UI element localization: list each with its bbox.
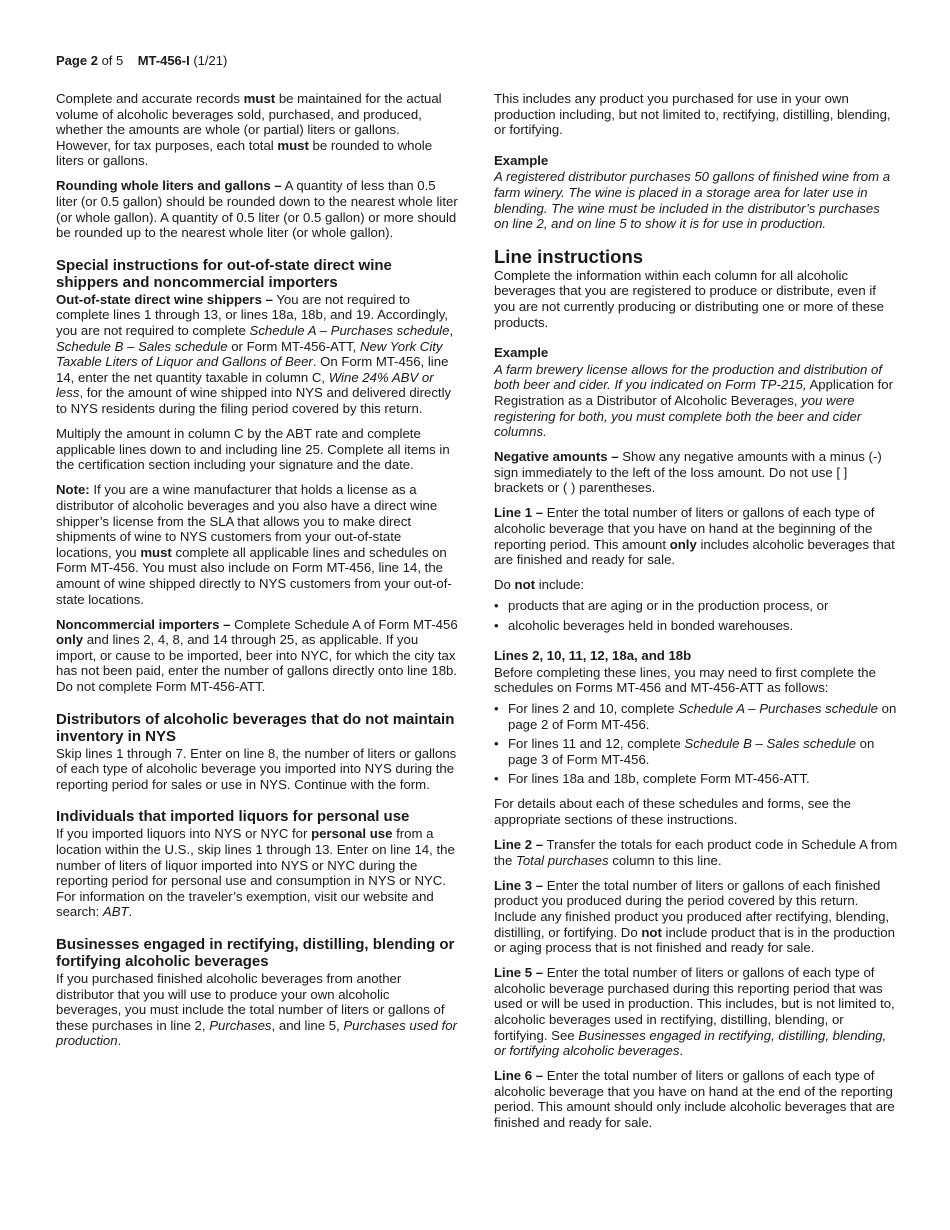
multiply-paragraph: Multiply the amount in column C by the ABT rate and complete applicable lines down to and including line 25. Complete all items in the certification section including your signature and the date. — [56, 426, 450, 473]
schedules-list — [494, 701, 898, 787]
form-id: MT-456-I — [137, 53, 190, 68]
right-column — [494, 91, 898, 1140]
noncommercial-importers-paragraph: Noncommercial importers – Complete Schedule A of Form MT-456 only and lines 2, 4, 8, and 14 through 25, as applicable. If you import, or cause to be imported, beer into NYC, for which the city tax has not been paid, enter the number of gallons directly onto line 18b. Do not complete Form MT-456-ATT. — [56, 616, 458, 694]
list-item: • For lines 11 and 12, complete Schedule B – Sales schedule on page 3 of Form MT-456. — [494, 736, 898, 767]
lines-heading: Lines 2, 10, 11, 12, 18a, and 18b — [494, 648, 692, 664]
details-paragraph: For details about each of these schedules and forms, see the appropriate sections of these instructions. — [494, 796, 852, 827]
form-revision: (1/21) — [193, 53, 228, 68]
businesses-paragraph: If you purchased finished alcoholic beverages from another distributor that you will use to produce your own alcoholic beverages, you must include the total number of liters or gallons of these purchases in line 2, Purchases, and line 5, Purchases used for production. — [56, 970, 458, 1049]
page-number: 2 — [90, 53, 98, 68]
line6-paragraph: Line 6 – Enter the total number of liters or gallons of each type of alcoholic beverage that you have on hand at the end of the reporting period. This amount should only include alcoholic beverages that are finished and ready for sale. — [494, 1068, 895, 1131]
example-paragraph-2: A farm brewery license allows for the production and distribution of both beer and cider. If you indicated on Form TP-215, Application for Registration as a Distributor of Alcoholic Beverages, you were registering for both, you must complete both the beer and cider columns. — [494, 361, 894, 440]
line-instructions-heading: Line instructions — [494, 245, 644, 267]
page-header — [56, 53, 227, 69]
list-item: • alcoholic beverages held in bonded warehouses. — [494, 618, 898, 634]
page-label: Page — [56, 53, 88, 68]
example-heading-2: Example — [494, 345, 549, 361]
individuals-heading: Individuals that imported liquors for personal use — [56, 808, 410, 826]
line2-paragraph: Line 2 – Transfer the totals for each product code in Schedule A from the Total purchases column to this line. — [494, 837, 898, 868]
businesses-heading: Businesses engaged in rectifying, distilling, blending or fortifying alcoholic beverages — [56, 935, 455, 970]
oos-shippers-paragraph: Out-of-state direct wine shippers – You are not required to complete lines 1 through 13, or lines 18a, 18b, and 19. Accordingly, you are not required to complete Schedule A – Purchases schedule, Schedule B – Sales schedule or Form MT-456-ATT, New York City Taxable Liters of Liquor and Gallons of Beer. On Form MT-456, line 14, enter the net quantity taxable in column C, Wine 24% ABV or less, for the amount of wine shipped into NYS and delivered directly to NYS residents during the filing period covered by this return. — [56, 291, 454, 416]
line-instructions-paragraph: Complete the information within each column for all alcoholic beverages that you are registered to produce or distribute, even if you are not currently producing or distributing one or more of these products. — [494, 267, 884, 330]
left-column — [56, 91, 458, 1058]
example-paragraph: A registered distributor purchases 50 gallons of finished wine from a farm winery. The wine is placed in a storage area for later use in blending. The wine must be included in the distributor’s purchases on line 2, and on line 5 to show it is for use in production. — [494, 169, 891, 232]
do-not-include-paragraph: Do not include: — [494, 577, 585, 593]
exclusions-list — [494, 598, 898, 633]
list-item: • For lines 2 and 10, complete Schedule A – Purchases schedule on page 2 of Form MT-456. — [494, 701, 898, 732]
line1-paragraph: Line 1 – Enter the total number of liters or gallons of each type of alcoholic beverage that you have on hand at the beginning of the reporting period. This amount only includes alcoholic beverages that are finished and ready for sale. — [494, 505, 895, 568]
special-instructions-heading: Special instructions for out-of-state direct wine shippers and noncommercial importers — [56, 256, 392, 291]
includes-paragraph: This includes any product you purchased for use in your own production including, but not limited to, rectifying, distilling, blending, or fortifying. — [494, 91, 891, 138]
line3-paragraph: Line 3 – Enter the total number of liters or gallons of each finished product you produced during the period covered by this return. Include any finished product you produced after rectifying, blending, distilling, or fortifying. Do not include product that is in the production or aging process that is not finished and ready for sale. — [494, 877, 895, 956]
list-item: • For lines 18a and 18b, complete Form MT-456-ATT. — [494, 771, 898, 787]
list-item: • products that are aging or in the production process, or — [494, 598, 898, 614]
records-paragraph: Complete and accurate records must be maintained for the actual volume of alcoholic beverages sold, purchased, and produced, whether the amounts are whole (or partial) liters or gallons. However, for tax purposes, each total must be rounded to whole liters or gallons. — [56, 91, 442, 169]
distributors-heading: Distributors of alcoholic beverages that do not maintain inventory in NYS — [56, 710, 455, 745]
page-total: of 5 — [101, 53, 124, 68]
line5-paragraph: Line 5 – Enter the total number of liters or gallons of each type of alcoholic beverage purchased during this reporting period that was used or will be used in production. This includes, but is not limited to, alcoholic beverages used in rectifying, distilling, blending, or fortifying. See Businesses engaged in rectifying, distilling, blending, or fortifying alcoholic beverages. — [494, 965, 895, 1059]
rounding-paragraph: Rounding whole liters and gallons – A quantity of less than 0.5 liter (or 0.5 gallon) should be rounded down to the nearest whole liter (or whole gallon). A quantity of 0.5 liter (or 0.5 gallon) or more should be rounded up to the nearest whole liter (or whole gallon). — [56, 178, 458, 241]
negative-amounts-paragraph: Negative amounts – Show any negative amounts with a minus (-) sign immediately to the left of the loss amount. Do not use [ ] brackets or ( ) parentheses. — [494, 449, 882, 496]
distributors-paragraph: Skip lines 1 through 7. Enter on line 8, the number of liters or gallons of each type of alcoholic beverage you imported into NYS during the reporting period for sales or use in NYS. Continue with the form. — [56, 745, 457, 792]
individuals-paragraph: If you imported liquors into NYS or NYC for personal use from a location within the U.S., skip lines 1 through 13. Enter on line 14, the number of liters of liquor imported into NYS or NYC during the reporting period for personal use and consumption in NYS or NYC. For information on the traveler’s exemption, visit our website and search: ABT. — [56, 826, 455, 920]
lines-paragraph: Before completing these lines, you may need to first complete the schedules on Forms MT-456 and MT-456-ATT as follows: — [494, 664, 876, 696]
note-paragraph: Note: If you are a wine manufacturer that holds a license as a distributor of alcoholic beverages and you also have a direct wine shipper’s license from the SLA that allows you to make direct shipments of wine to NYS customers from your out-of-state locations, you must complete all applicable lines and schedules on Form MT-456. You must also include on Form MT-456, line 14, the amount of wine shipped directly to NYS customers from your out-of-state locations. — [56, 482, 452, 607]
example-heading: Example — [494, 152, 549, 168]
